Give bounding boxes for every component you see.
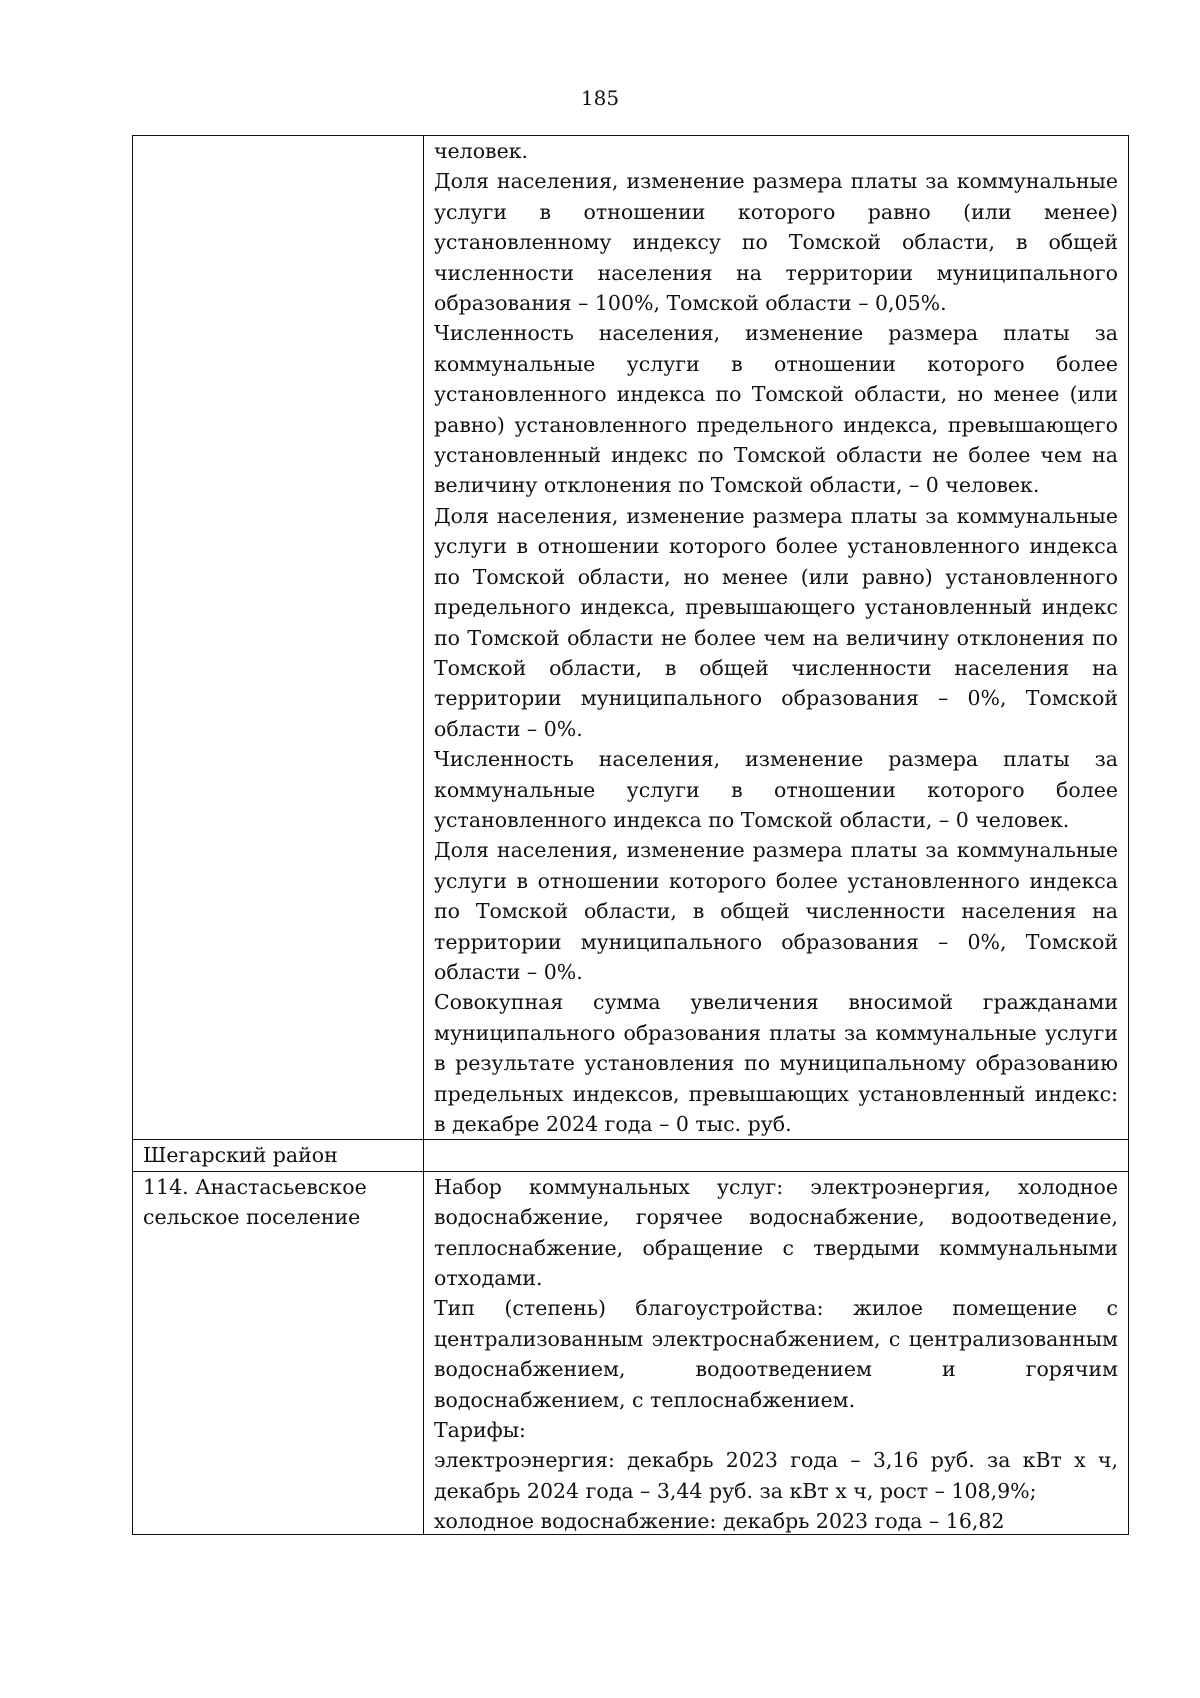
tariff-cold-water: холодное водоснабжение: декабрь 2023 года – 16,82 [434,1509,1005,1534]
paragraph: человек. [434,139,529,163]
document-table [132,135,1129,1535]
table-row-continued [133,136,1129,1140]
district-right-cell-empty [424,1140,1129,1171]
tariff-electricity: электроэнергия: декабрь 2023 года – 3,16 руб. за кВт х ч, декабрь 2024 года – 3,44 руб. за кВт х ч, рост – 108,9%; [434,1448,1118,1503]
page-number: 185 [580,86,620,110]
paragraph: Численность населения, изменение размера платы за коммунальные услуги в отношении которого более установленного индекса по Томской области, – 0 человек. [434,747,1118,832]
settlement-name-cell [133,1171,424,1534]
paragraph: Доля населения, изменение размера платы за коммунальные услуги в отношении которого более установленного индекса по Томской области, в общей численности населения на территории муниципального образования – 0%, Томской области – 0%. [434,838,1118,984]
settlement-description [434,1172,1118,1534]
paragraph: Доля населения, изменение размера платы за коммунальные услуги в отношении которого равно (или менее) установленному индексу по Томской области, в общей численности населения на территории муниципального образования – 100%, Томской области – 0,05%. [434,169,1118,316]
table-row-settlement [133,1171,1129,1534]
settlement-name-line2: сельское поселение [143,1205,361,1230]
tariffs-label: Тарифы: [434,1418,526,1443]
improvement-paragraph: Тип (степень) благоустройства: жилое помещение с централизованным электроснабжением, с централизованным водоснабжением, водоотведением и горячим водоснабжением, с теплоснабжением. [434,1296,1118,1412]
table-row-district [133,1140,1129,1171]
paragraph: Численность населения, изменение размера платы за коммунальные услуги в отношении которого более установленного индекса по Томской области, но менее (или равно) установленного предельного индекса, превышающего установленный индекс по Томской области не более чем на величину отклонения по Томской области, – 0 человек. [434,321,1118,498]
left-cell-empty [133,136,424,1140]
paragraph: Совокупная сумма увеличения вносимой гражданами муниципального образования платы за коммунальные услуги в результате установления по муниципальному образованию предельных индексов, превышающих установленный индекс: в декабре 2024 года – 0 тыс. руб. [434,990,1118,1136]
settlement-description-cell [424,1171,1129,1534]
right-cell-continued [424,136,1129,1140]
services-paragraph: Набор коммунальных услуг: электроэнергия, холодное водоснабжение, горячее водоснабжение, водоотведение, теплоснабжение, обращение с твердыми коммунальными отходами. [434,1174,1118,1291]
settlement-name-line1: 114. Анастасьевское [143,1174,367,1199]
paragraph: Доля населения, изменение размера платы за коммунальные услуги в отношении которого более установленного индекса по Томской области, но менее (или равно) установленного предельного индекса, превышающего установленный индекс по Томской области не более чем на величину отклонения по Томской области, в общей численности населения на территории муниципального образования – 0%, Томской области – 0%. [434,503,1118,741]
district-name: Шегарский район [133,1140,424,1171]
